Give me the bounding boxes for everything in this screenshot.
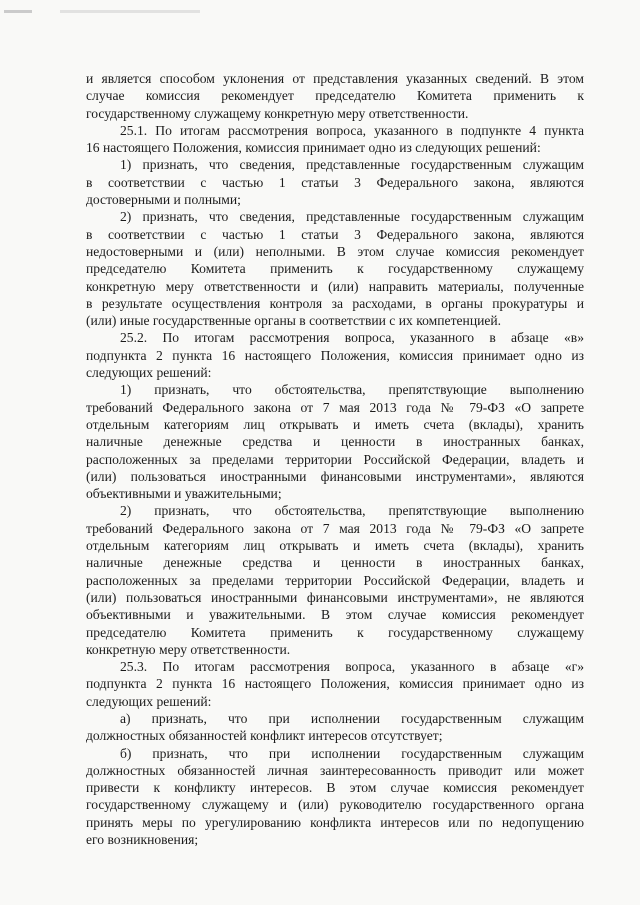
text-line: требований Федерального закона от 7 мая 2013 года № 79-ФЗ «О запрете	[86, 399, 584, 415]
text-line: достоверными и полными;	[86, 192, 241, 208]
scan-artifact	[60, 10, 200, 13]
text-line: (или) пользоваться иностранными финансовыми инструментами», не являются	[86, 589, 584, 605]
text-line: его возникновения;	[86, 832, 199, 848]
text-line: (или) иные государственные органы в соответствии с их компетенцией.	[86, 313, 502, 329]
text-line: привести к конфликту интересов. В этом случае комиссия рекомендует	[86, 780, 584, 796]
text-line: 25.1. По итогам рассмотрения вопроса, указанного в подпункте 4 пункта	[120, 122, 584, 138]
text-line: расположенных за пределами территории Российской Федерации, владеть и	[86, 572, 584, 588]
text-line: принять меры по урегулированию конфликта интересов или по недопущению	[86, 814, 584, 830]
text-line: отдельным категориям лиц открывать и иметь счета (вклады), хранить	[86, 416, 584, 432]
text-line: 25.3. По итогам рассмотрения вопроса, указанного в абзаце «г»	[120, 659, 584, 675]
text-line: должностных обязанностей личная заинтересованность приводит или может	[86, 762, 584, 778]
text-line: а) признать, что при исполнении государственным служащим	[120, 710, 584, 726]
text-line: 1) признать, что обстоятельства, препятствующие выполнению	[120, 382, 584, 398]
text-line: требований Федерального закона от 7 мая 2013 года № 79-ФЗ «О запрете	[86, 520, 584, 536]
text-line: должностных обязанностей конфликт интересов отсутствует;	[86, 728, 443, 744]
text-line: председателю Комитета применить к государственному служащему	[86, 261, 584, 277]
text-line: 1) признать, что сведения, представленные государственным служащим	[120, 157, 584, 173]
text-line: 2) признать, что обстоятельства, препятствующие выполнению	[120, 503, 584, 519]
text-line: (или) пользоваться иностранными финансовыми инструментами», являются	[86, 468, 584, 484]
text-line: подпункта 2 пункта 16 настоящего Положения, комиссия принимает одно из	[86, 347, 584, 363]
text-line: государственному служащему и (или) руководителю государственного органа	[86, 797, 584, 813]
text-line: и является способом уклонения от представления указанных сведений. В этом	[86, 71, 584, 86]
document-body	[86, 70, 584, 848]
text-line: недостоверными и (или) неполными. В этом случае комиссия рекомендует	[86, 243, 584, 259]
text-line: следующих решений:	[86, 693, 212, 709]
text-line: 2) признать, что сведения, представленные государственным служащим	[120, 209, 584, 225]
text-line: наличные денежные средства и ценности в иностранных банках,	[86, 434, 584, 450]
text-line: в соответствии с частью 1 статьи 3 Федерального закона, являются	[86, 174, 584, 190]
text-line: в результате осуществления контроля за расходами, в органы прокуратуры и	[86, 295, 584, 311]
text-line: следующих решений:	[86, 365, 212, 381]
text-line: наличные денежные средства и ценности в иностранных банках,	[86, 555, 584, 571]
text-line: отдельным категориям лиц открывать и иметь счета (вклады), хранить	[86, 538, 584, 554]
text-line: случае комиссия рекомендует председателю Комитета применить к	[86, 88, 584, 104]
text-line: конкретную меру ответственности и (или) направить материалы, полученные	[86, 278, 584, 294]
text-line: объективными и уважительными. В этом случае комиссия рекомендует	[86, 607, 584, 623]
text-line: конкретную меру ответственности.	[86, 641, 291, 657]
text-line: председателю Комитета применить к государственному служащему	[86, 624, 584, 640]
scan-artifact	[4, 10, 32, 13]
text-line: в соответствии с частью 1 статьи 3 Федерального закона, являются	[86, 226, 584, 242]
text-line: объективными и уважительными;	[86, 486, 282, 502]
text-line: б) признать, что при исполнении государственным служащим	[120, 745, 584, 761]
text-line: государственному служащему конкретную меру ответственности.	[86, 105, 469, 121]
text-line: расположенных за пределами территории Российской Федерации, владеть и	[86, 451, 584, 467]
text-line: 16 настоящего Положения, комиссия принимает одно из следующих решений:	[86, 140, 541, 156]
text-line: 25.2. По итогам рассмотрения вопроса, указанного в абзаце «в»	[120, 330, 584, 346]
text-line: подпункта 2 пункта 16 настоящего Положения, комиссия принимает одно из	[86, 676, 584, 692]
